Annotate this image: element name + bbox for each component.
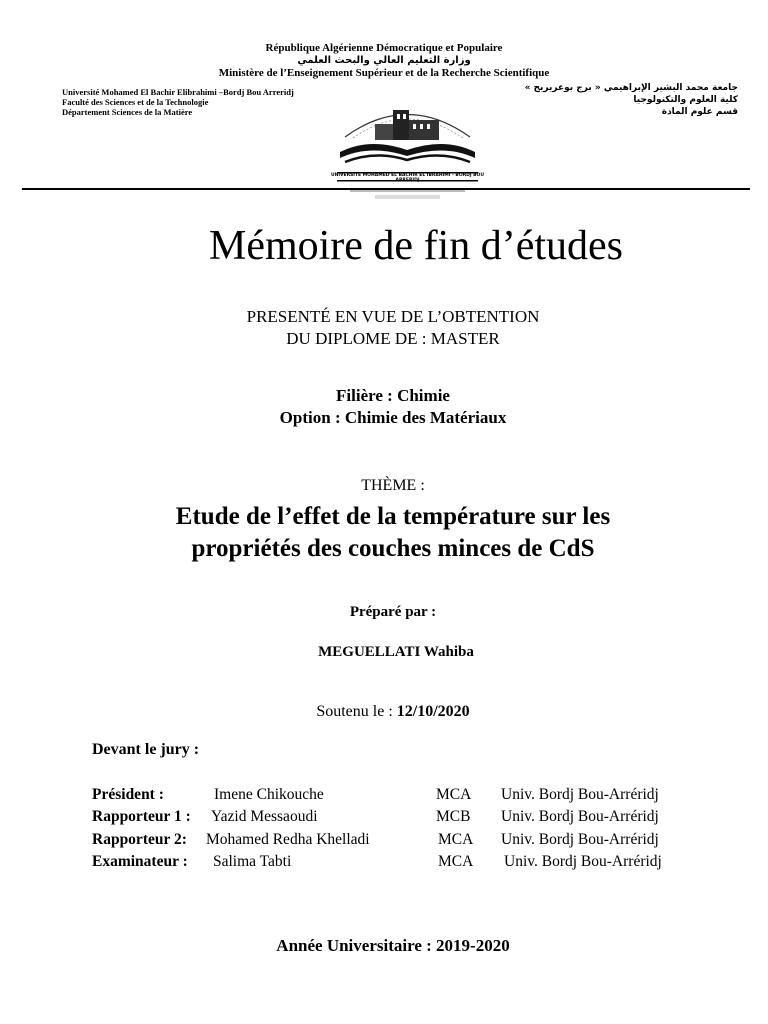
theme-title — [0, 501, 768, 565]
faculty-name-arabic: كلية العلوم والتكنولوجيا — [633, 95, 738, 105]
theme-label: THÈME : — [361, 477, 425, 494]
jury-university: Univ. Bordj Bou-Arréridj — [501, 808, 659, 825]
university-name-arabic: جامعة محمد البشير الإبراهيمي « برج بوعريريج » — [524, 83, 738, 93]
presentation-block — [0, 306, 768, 350]
university-logo — [325, 92, 490, 202]
jury-university: Univ. Bordj Bou-Arréridj — [501, 786, 659, 803]
university-block-right — [478, 82, 738, 118]
jury-grade: MCA — [438, 831, 474, 848]
ministry-line: Ministère de l’Enseignement Supérieur et de la Recherche Scientifique — [218, 67, 550, 79]
jury-grade: MCA — [438, 853, 474, 870]
jury-university: Univ. Bordj Bou-Arréridj — [504, 853, 662, 870]
jury-member-name: Salima Tabti — [213, 853, 292, 870]
jury-role: Rapporteur 1 : — [92, 808, 191, 825]
jury-role: Président : — [92, 786, 164, 803]
defense-label: Soutenu le : — [316, 703, 393, 720]
defense-date: 12/10/2020 — [396, 703, 470, 720]
ministry-arabic-line: وزارة التعليم العالي والبحث العلمي — [297, 55, 471, 66]
academic-year: Année Universitaire : 2019-2020 — [276, 936, 510, 955]
republic-line: République Algérienne Démocratique et Populaire — [265, 42, 503, 54]
jury-member-name: Imene Chikouche — [214, 786, 324, 803]
filiere: Filière : Chimie — [336, 386, 450, 405]
jury-member-name: Yazid Messaoudi — [211, 808, 318, 825]
author-name: MEGUELLATI Wahiba — [318, 644, 474, 660]
faculty-name: Faculté des Sciences et de la Technologie — [62, 97, 209, 107]
university-block-left — [62, 87, 332, 117]
jury-member-name: Mohamed Redha Khelladi — [206, 831, 370, 848]
university-logo-graphic — [325, 92, 490, 202]
jury-role: Examinateur : — [92, 853, 188, 870]
header-divider — [22, 188, 750, 190]
option: Option : Chimie des Matériaux — [279, 408, 507, 427]
jury-label: Devant le jury : — [92, 741, 200, 758]
theme-line-1: Etude de l’effet de la température sur les — [175, 503, 611, 530]
presentation-line-2: DU DIPLOME DE : MASTER — [286, 329, 500, 348]
logo-caption: UNIVERSITE MOHAMED EL BACHIR EL IBRAHIMI - BORDJ BOU ARRERIDJ — [330, 173, 485, 183]
defense-line — [0, 703, 768, 721]
program-block — [0, 385, 768, 429]
document-title: Mémoire de fin d’études — [208, 223, 624, 269]
department-name: Département Sciences de la Matière — [62, 107, 193, 117]
department-name-arabic: قسم علوم المادة — [661, 107, 738, 117]
jury-role: Rapporteur 2: — [92, 831, 187, 848]
jury-grade: MCA — [436, 786, 472, 803]
prepared-by-label: Préparé par : — [349, 604, 437, 620]
university-name: Université Mohamed El Bachir Elibrahimi –Bordj Bou Arreridj — [62, 87, 294, 97]
jury-grade: MCB — [436, 808, 471, 825]
theme-line-2: propriétés des couches minces de CdS — [191, 535, 595, 562]
presentation-line-1: PRESENTÉ EN VUE DE L’OBTENTION — [246, 307, 540, 326]
jury-university: Univ. Bordj Bou-Arréridj — [501, 831, 659, 848]
